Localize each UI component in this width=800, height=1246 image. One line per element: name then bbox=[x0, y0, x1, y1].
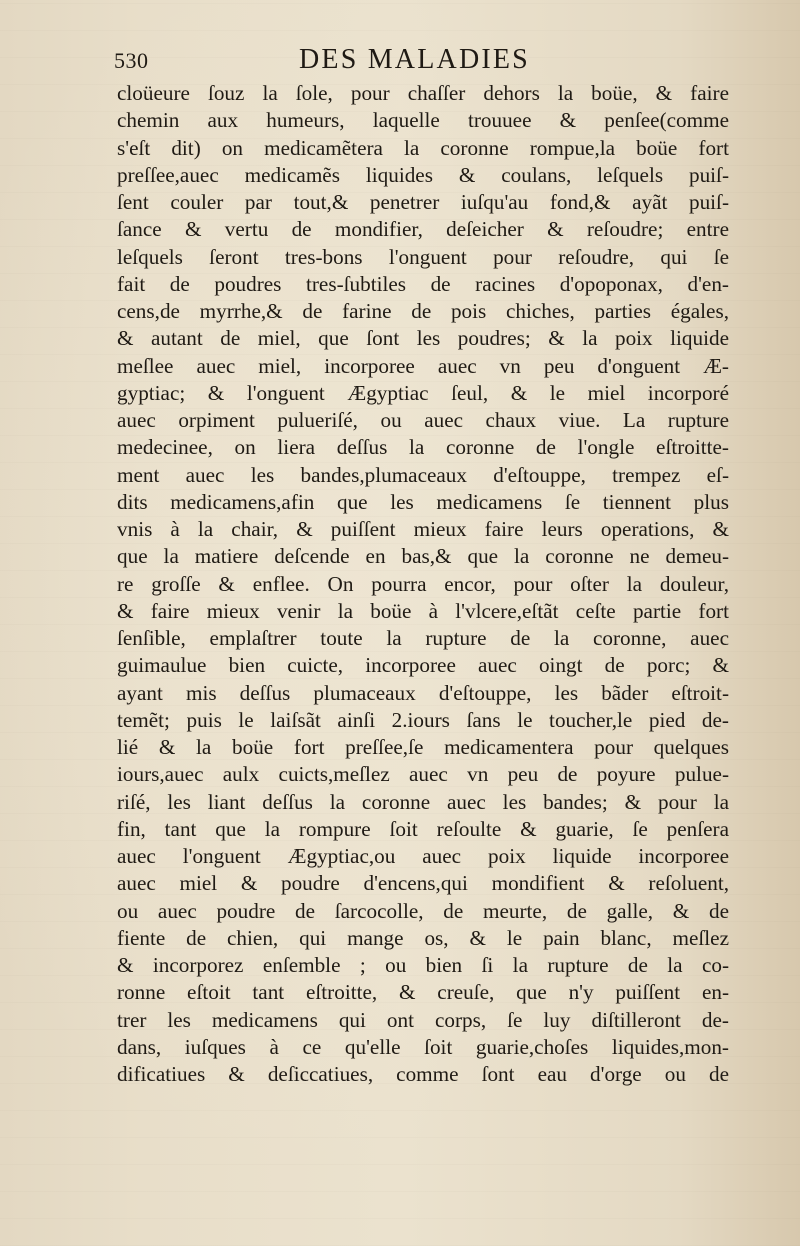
text-line: dans, iuſques à ce qu'elle ſoit guarie,choſes liquides,mon- bbox=[117, 1034, 729, 1059]
text-line: fiente de chien, qui mange os, & le pain blanc, meſlez bbox=[117, 925, 729, 950]
text-line: ſent couler par tout,& penetrer iuſqu'au fond,& ayãt puiſ- bbox=[117, 190, 729, 214]
text-line: vnis à la chair, & puiſſent mieux faire leurs operations, & bbox=[117, 517, 729, 541]
body-text bbox=[117, 80, 729, 1088]
text-line: fin, tant que la rompure ſoit reſoulte & guarie, ſe penſera bbox=[117, 816, 729, 841]
text-line: ayant mis deſſus plumaceaux d'eſtouppe, les bãder eſtroit- bbox=[117, 680, 729, 705]
text-line: lié & la boüe fort preſſee,ſe medicamentera pour quelques bbox=[117, 735, 729, 759]
text-line: dificatiues & deſiccatiues, comme ſont eau d'orge ou de bbox=[117, 1062, 729, 1086]
text-line: cens,de myrrhe,& de farine de pois chiches, parties égales, bbox=[117, 299, 729, 323]
text-line: ment auec les bandes,plumaceaux d'eſtouppe, trempez eſ- bbox=[117, 462, 729, 487]
text-line: chemin aux humeurs, laquelle trouuee & penſee(comme bbox=[117, 108, 729, 133]
text-line: auec miel & poudre d'encens,qui mondifient & reſoluent, bbox=[117, 871, 729, 896]
text-line: leſquels ſeront tres-bons l'onguent pour reſoudre, qui ſe bbox=[117, 244, 729, 269]
text-line: trer les medicamens qui ont corps, ſe luy diſtilleront de- bbox=[117, 1007, 729, 1032]
text-line: & autant de miel, que ſont les poudres; & la poix liquide bbox=[117, 326, 729, 351]
page-header bbox=[114, 44, 746, 78]
text-line: iours,auec aulx cuicts,meſlez auec vn peu de poyure pulue- bbox=[117, 762, 729, 787]
text-line: medecinee, on liera deſſus la coronne de l'ongle eſtroitte- bbox=[117, 435, 729, 460]
text-line: gyptiac; & l'onguent Ægyptiac ſeul, & le miel incorporé bbox=[117, 380, 729, 405]
text-line: preſſee,auec medicamẽs liquides & coulans, leſquels puiſ- bbox=[117, 162, 729, 187]
page-number: 530 bbox=[114, 48, 149, 73]
text-line: & faire mieux venir la boüe à l'vlcere,eſtãt ceſte partie fort bbox=[117, 598, 729, 623]
text-line: s'eſt dit) on medicamẽtera la coronne rompue,la boüe fort bbox=[117, 135, 729, 160]
text-line: meſlee auec miel, incorporee auec vn peu d'onguent Æ- bbox=[117, 353, 729, 378]
text-line: & incorporez enſemble ; ou bien ſi la rupture de la co- bbox=[117, 953, 729, 977]
text-line: que la matiere deſcende en bas,& que la coronne ne demeu- bbox=[117, 544, 729, 569]
text-line: re groſſe & enflee. On pourra encor, pour oſter la douleur, bbox=[117, 571, 729, 596]
text-line: ou auec poudre de ſarcocolle, de meurte, de galle, & de bbox=[117, 898, 729, 923]
text-line: ronne eſtoit tant eſtroitte, & creuſe, que n'y puiſſent en- bbox=[117, 980, 729, 1005]
text-line: dits medicamens,afin que les medicamens ſe tiennent plus bbox=[117, 489, 729, 514]
text-line: ſance & vertu de mondifier, deſeicher & reſoudre; entre bbox=[117, 217, 729, 242]
text-line: ſenſible, emplaſtrer toute la rupture de la coronne, auec bbox=[117, 626, 729, 650]
text-line: riſé, les liant deſſus la coronne auec les bandes; & pour la bbox=[117, 789, 729, 814]
text-line: auec orpiment pulueriſé, ou auec chaux viue. La rupture bbox=[117, 408, 729, 432]
text-line: auec l'onguent Ægyptiac,ou auec poix liquide incorporee bbox=[117, 844, 729, 868]
running-head: DES MALADIES bbox=[299, 44, 530, 75]
text-line: temẽt; puis le laiſsãt ainſi 2.iours ſans le toucher,le pied de- bbox=[117, 707, 729, 732]
text-line: fait de poudres tres-ſubtiles de racines d'opoponax, d'en- bbox=[117, 271, 729, 296]
text-line: guimaulue bien cuicte, incorporee auec oingt de porc; & bbox=[117, 653, 729, 678]
text-line: cloüeure ſouz la ſole, pour chaſſer dehors la boüe, & faire bbox=[117, 81, 729, 105]
